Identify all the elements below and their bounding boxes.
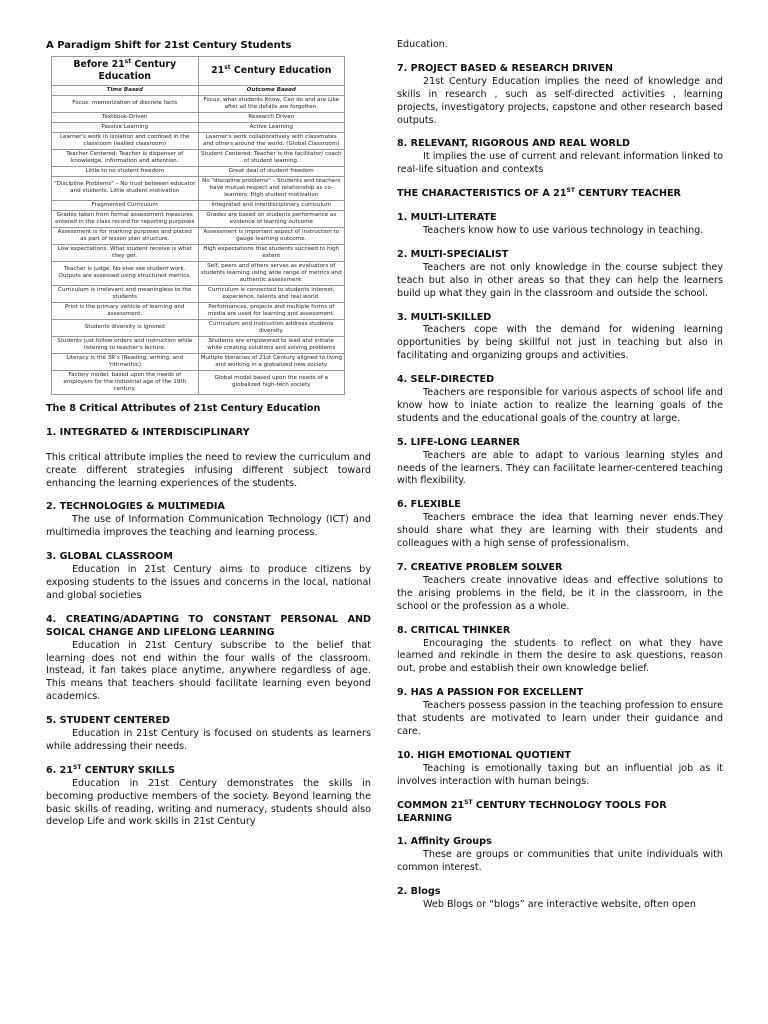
teacher-5-heading: 5. LIFE-LONG LEARNER: [397, 436, 521, 448]
cell-21st: Assessment is important aspect of instruction to gauge learning outcome.: [198, 227, 345, 244]
cell-21st: Research Driven: [198, 112, 345, 122]
attribute-7-heading: 7. PROJECT BASED & RESEARCH DRIVEN: [397, 62, 614, 74]
cell-before: Passive Learning: [52, 122, 199, 132]
teacher-10-heading: 10. HIGH EMOTIONAL QUOTIENT: [397, 749, 571, 761]
cell-21st: Student Centered: Teacher is the facilitator/ coach of student learning.: [198, 149, 345, 166]
teacher-2-heading: 2. MULTI-SPECIALIST: [397, 248, 509, 260]
tool-2-text: Web Blogs or “blogs” are interactive website, often open: [423, 899, 696, 911]
attribute-7-text: 21st Century Education implies the need of knowledge and skills in research , such as self-directed activities , learning projects, investigatory projects, capstone and other research based outputs.: [397, 75, 723, 126]
table-row: [52, 112, 345, 122]
tool-1-text: These are groups or communities that unite individuals with common interest.: [397, 849, 723, 874]
cell-before: Literacy is the 3R's (Reading, writing, and 'rithmethic): [52, 353, 199, 370]
subheader-outcome-based: Outcome Based: [198, 85, 345, 95]
right-column: [397, 39, 723, 912]
attribute-1-heading: 1. INTEGRATED & INTERDISCIPLINARY: [46, 426, 250, 438]
table-row: [52, 227, 345, 244]
cell-21st: Curriculum is connected to students interest, experience, talents and real world.: [198, 285, 345, 302]
header-before: Before 21st Century Education: [52, 56, 199, 85]
table-row: [52, 336, 345, 353]
attribute-5-heading: 5. STUDENT CENTERED: [46, 715, 170, 727]
teacher-8-text: Encouraging the students to reflect on what they have learned and rekindle in them the desire to ask questions, reason out, probe and establish their own knowledge belief.: [397, 637, 723, 675]
table-row: [52, 95, 345, 112]
attribute-5-text: Education in 21st Century is focused on students as learners while addressing their needs.: [46, 728, 371, 752]
cell-before: "Discipline Problems" – No trust between educator and students. Little student motivation: [52, 176, 199, 200]
cell-before: Teacher is judge. No else see student work. Outputs are assessed using structured metrics.: [52, 261, 199, 285]
header-21st: 21st Century Education: [198, 56, 345, 85]
subheader-time-based: Time Based: [52, 85, 199, 95]
cell-before: Students diversity is ignored: [52, 319, 199, 336]
teacher-6-heading: 6. FLEXIBLE: [397, 499, 461, 511]
table-row: [52, 200, 345, 210]
teacher-8-heading: 8. CRITICAL THINKER: [397, 624, 511, 636]
table-row: [52, 244, 345, 261]
table-subheader-row: [52, 85, 345, 95]
cell-21st: High expectations that students succeed to high extent: [198, 244, 345, 261]
table-row: [52, 353, 345, 370]
tools-section-heading: COMMON 21ST CENTURY TECHNOLOGY TOOLS FOR LEARNING: [397, 798, 667, 824]
cell-before: Students just follow orders and instruction while listening to teacher's lecture.: [52, 336, 199, 353]
teacher-3-text: Teachers cope with the demand for widening learning opportunities by being skillful not just in teaching but also in facilitating and organizing groups and activities.: [397, 324, 723, 362]
teacher-10-text: Teaching is emotionally taxing but an influential job as it involves interaction with human beings.: [397, 762, 723, 787]
table-row: [52, 122, 345, 132]
cell-21st: Focus: what students Know, Can do and are Like after all the details are forgotten.: [198, 95, 345, 112]
cell-before: Teacher Centered: Teacher is dispenser of knowledge, information and attention.: [52, 149, 199, 166]
teacher-1-text: Teachers know how to use various technology in teaching.: [423, 224, 704, 236]
cell-before: Assessment is for marking purposes and placed as part of lesson plan structure.: [52, 227, 199, 244]
attribute-2-heading: 2. TECHNOLOGIES & MULTIMEDIA: [46, 501, 225, 513]
cell-before: Print is the primary vehicle of learning and assessment.: [52, 302, 199, 319]
table-row: [52, 302, 345, 319]
teacher-7-text: Teachers create innovative ideas and effective solutions to the arising problems in the field, be it in the classroom, in the school or the profession as a whole.: [397, 574, 723, 612]
attribute-1-text: This critical attribute implies the need to review the curriculum and create different strategies infusing different subject toward enhancing the learning experiences of the students.: [46, 451, 371, 489]
cell-before: Low expectations. What student receive is what they get.: [52, 244, 199, 261]
attribute-6-heading: 6. 21ST CENTURY SKILLS: [46, 763, 175, 776]
attribute-8-text: It implies the use of current and relevant information linked to real-life situation and contexts: [397, 151, 723, 176]
cell-21st: Curriculum and instruction address students diversity.: [198, 319, 345, 336]
attribute-8-heading: 8. RELEVANT, RIGOROUS AND REAL WORLD: [397, 138, 631, 150]
cell-21st: Grades are based on students performance as evidence of learning outcome: [198, 210, 345, 227]
cell-21st: Performances, projects and multiple forms of media are used for learning and assessment.: [198, 302, 345, 319]
table-row: [52, 261, 345, 285]
cell-before: Curriculum is irrelevant and meaningless to the students: [52, 285, 199, 302]
attribute-6-text: Education in 21st Century demonstrates the skills in becoming productive members of the society. Beyond learning the basic skills of reading, writing and numeracy, students should also develop Life and work skills in 21st Century: [46, 777, 371, 828]
teacher-7-heading: 7. CREATIVE PROBLEM SOLVER: [397, 562, 563, 573]
teacher-9-heading: 9. HAS A PASSION FOR EXCELLENT: [397, 687, 584, 699]
attribute-4-heading: 4. CREATING/ADAPTING TO CONSTANT PERSONAL AND SOICAL CHANGE AND LIFELONG LEARNING: [46, 613, 371, 638]
cell-before: Fragmented Curriculum: [52, 200, 199, 210]
teacher-6-text: Teachers embrace the idea that learning never ends.They should share what they are learning with their students and colleagues with a high sense of professionalism.: [397, 512, 723, 550]
cell-21st: Global model based upon the needs of a globalized high-tech society: [198, 370, 345, 394]
teacher-2-text: Teachers are not only knowledge in the course subject they teach but also in other areas so that they can help the learners build up what they gain in the classroom and outside the school.: [397, 261, 723, 299]
cell-21st: Active Learning: [198, 122, 345, 132]
table-body: [52, 95, 345, 394]
cell-before: Focus: memorization of discrete facts: [52, 95, 199, 112]
left-column: [46, 36, 371, 829]
attributes-title: The 8 Critical Attributes of 21st Century Education: [46, 402, 321, 414]
cell-before: Learner's work in isolation and confined in the classroom (walled classroom): [52, 132, 199, 149]
attribute-3-heading: 3. GLOBAL CLASSROOM: [46, 551, 173, 563]
table-row: [52, 176, 345, 200]
tool-1-heading: 1. Affinity Groups: [397, 836, 492, 848]
teacher-3-heading: 3. MULTI-SKILLED: [397, 311, 492, 323]
attribute-2-text: The use of Information Communication Technology (ICT) and multimedia improves the teaching and learning process.: [46, 514, 371, 539]
table-row: [52, 149, 345, 166]
attribute-4-text: Education in 21st Century subscribe to the belief that learning does not end within the four walls of the classroom. Instead, it fan takes place anytime, anywhere regardless of age. This means that teachers should facilitate learning even beyond academics.: [46, 639, 371, 703]
table-row: [52, 132, 345, 149]
cell-21st: Multiple literacies of 21st Century aligned to living and working in a globalized new society: [198, 353, 345, 370]
cell-before: Factory model, based upon the needs of employers for the industrial age of the 19th century.: [52, 370, 199, 394]
teacher-4-text: Teachers are responsible for various aspects of school life and know how to iniate action to realize the learning goals of the students and the educational goals of the country at large.: [397, 387, 723, 424]
continued-text: Education.: [397, 39, 448, 50]
teacher-5-text: Teachers are able to adapt to various learning styles and needs of the learners. They can facilitate learner-centered teaching with flexibility.: [397, 449, 723, 487]
cell-21st: No "discipline problems" – Students and teachers have mutual respect and relationship as co-learners. High student motivation: [198, 176, 345, 200]
teacher-section-heading: THE CHARACTERISTICS OF A 21ST CENTURY TEACHER: [397, 186, 681, 200]
teacher-4-heading: 4. SELF-DIRECTED: [397, 374, 495, 386]
cell-21st: Integrated and interdisciplinary curriculum: [198, 200, 345, 210]
paradigm-table: [51, 56, 345, 395]
table-row: [52, 166, 345, 176]
table-title: A Paradigm Shift for 21st Century Students: [46, 40, 292, 51]
cell-before: Little to no student freedom: [52, 166, 199, 176]
tool-2-heading: 2. Blogs: [397, 886, 441, 898]
cell-before: Textbook-Driven: [52, 112, 199, 122]
table-header-row: [52, 56, 345, 85]
cell-21st: Learner's work collaboratively with classmates and others around the world. (Global Classroom): [198, 132, 345, 149]
table-row: [52, 319, 345, 336]
cell-21st: Self, peers and others serves as evaluators of students learning using wide range of metrics and authentic assessment.: [198, 261, 345, 285]
table-row: [52, 210, 345, 227]
attribute-3-text: Education in 21st Century aims to produce citizens by exposing students to the issues and concerns in the local, national and global societies: [46, 564, 371, 601]
cell-21st: Students are empowered to lead and initiate while creating solutions and solving problems: [198, 336, 345, 353]
teacher-9-text: Teachers possess passion in the teaching profession to ensure that students are motivated to learn under their guidance and care.: [397, 700, 723, 737]
table-row: [52, 285, 345, 302]
cell-before: Grades taken from formal assessment measures entered in the class record for reporting purposes: [52, 210, 199, 227]
cell-21st: Great deal of student freedom: [198, 166, 345, 176]
table-row: [52, 370, 345, 394]
teacher-1-heading: 1. MULTI-LITERATE: [397, 212, 497, 224]
